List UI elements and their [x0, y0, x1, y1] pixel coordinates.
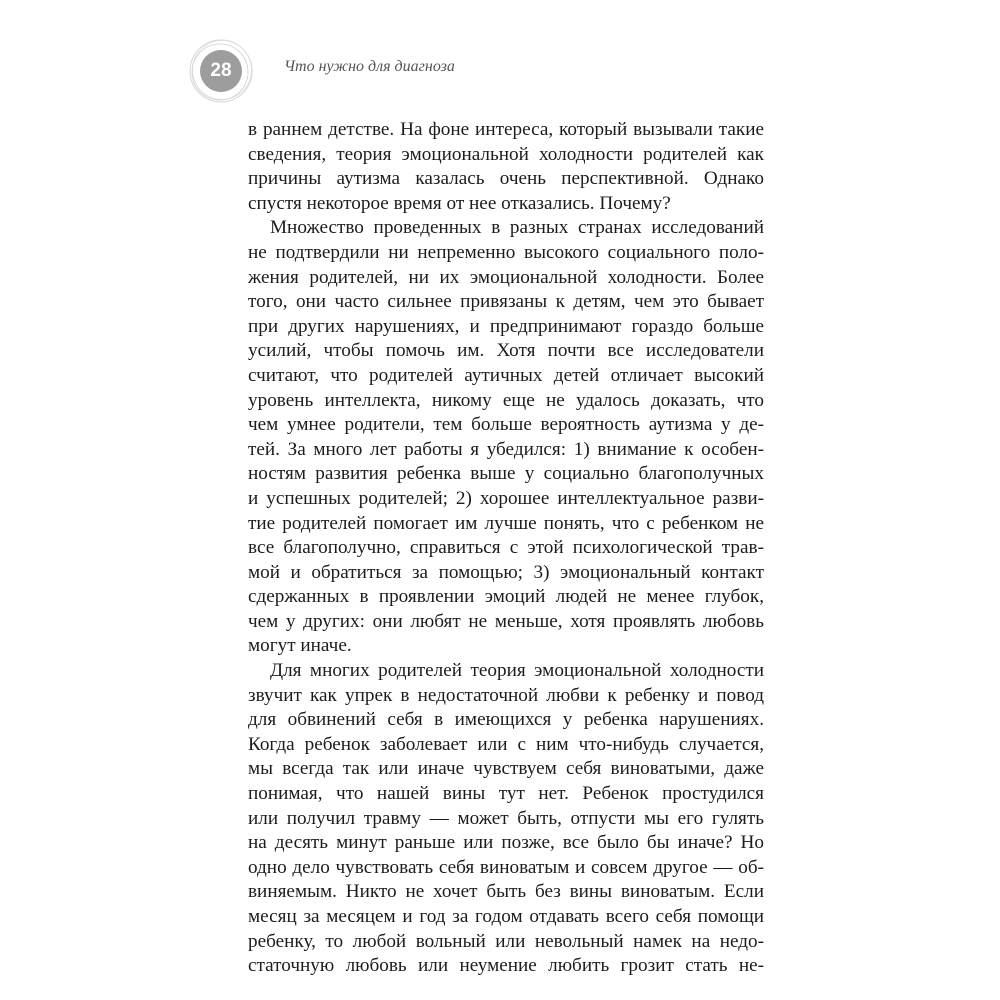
text-line: мой и обратиться за помощью; 3) эмоциональный контакт — [248, 561, 764, 583]
text-line: жения родителей, ни их эмоциональной холодности. Более — [248, 266, 764, 288]
text-line: Множество проведенных в разных странах исследований — [270, 217, 764, 239]
text-line: звучит как упрек в недостаточной любви к ребенку и повод — [248, 684, 764, 706]
page-number-badge — [188, 38, 254, 104]
text-line: чем умнее родители, тем больше вероятность аутизма у де- — [248, 414, 764, 436]
text-line: или получил травму — может быть, отпусти мы его гулять — [248, 807, 764, 829]
page-number: 28 — [210, 60, 232, 81]
text-line: чем у других: они любят не меньше, хотя проявлять любовь — [248, 610, 764, 632]
running-title: Что нужно для диагноза — [284, 58, 455, 75]
text-line: не подтвердили ни непременно высокого социального поло- — [248, 241, 764, 263]
text-line: считают, что родителей аутичных детей отличает высокий — [248, 364, 764, 386]
text-line: все благополучно, справиться с этой психологической трав- — [248, 537, 764, 559]
text-line: причины аутизма казалась очень перспективной. Однако — [248, 168, 764, 190]
text-line: сдержанных в проявлении эмоций людей не менее глубок, — [248, 586, 764, 608]
text-line: могут иначе. — [248, 635, 352, 657]
text-line: тие родителей помогает им лучше понять, что с ребенком не — [248, 512, 764, 534]
text-line: на десять минут раньше или позже, все было бы иначе? Но — [248, 832, 764, 854]
text-line: одно дело чувствовать себя виноватым и совсем другое — об- — [248, 856, 764, 878]
text-line: Для многих родителей теория эмоциональной холодности — [270, 660, 764, 682]
text-line: виняемым. Никто не хочет быть без вины виноватым. Если — [248, 881, 764, 903]
text-line: статочную любовь или неумение любить грозит стать не- — [248, 955, 764, 977]
text-line: уровень интеллекта, никому еще не удалось доказать, что — [248, 389, 764, 411]
text-line: при других нарушениях, и предпринимают гораздо больше — [248, 315, 764, 337]
page-header — [188, 38, 748, 104]
text-line: и успешных родителей; 2) хорошее интеллектуальное разви- — [248, 487, 764, 509]
body-text — [248, 118, 764, 979]
text-line: Когда ребенок заболевает или с ним что-нибудь случается, — [248, 733, 764, 755]
text-line: ностям развития ребенка выше у социально благополучных — [248, 463, 764, 485]
text-line: ребенку, то любой вольный или невольный намек на недо- — [248, 930, 764, 952]
text-line: в раннем детстве. На фоне интереса, который вызывали такие — [248, 119, 764, 140]
text-line: мы всегда так или иначе чувствуем себя виноватыми, даже — [248, 758, 764, 780]
text-line: сведения, теория эмоциональной холодности родителей как — [248, 143, 764, 165]
text-line: усилий, чтобы помочь им. Хотя почти все исследователи — [248, 340, 764, 362]
text-line: понимая, что нашей вины тут нет. Ребенок простудился — [248, 783, 764, 805]
text-line: спустя некоторое время от нее отказались. Почему? — [248, 192, 671, 214]
text-line: тей. За много лет работы я убедился: 1) внимание к особен- — [248, 438, 764, 460]
text-line: того, они часто сильнее привязаны к детям, чем это бывает — [248, 291, 764, 313]
text-line: месяц за месяцем и год за годом отдавать всего себя помощи — [248, 906, 764, 927]
text-line: для обвинений себя в имеющихся у ребенка нарушениях. — [248, 709, 764, 731]
